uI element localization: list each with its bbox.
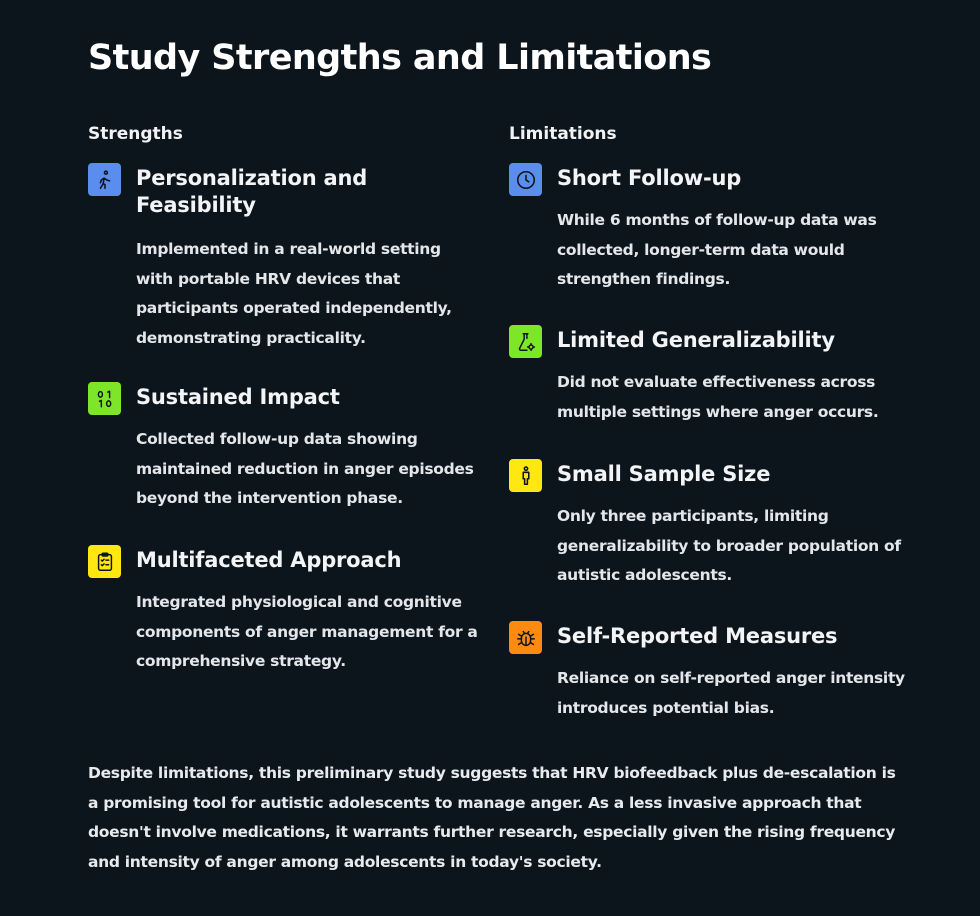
limitations-heading: Limitations — [509, 124, 617, 144]
clipboard-checklist-icon — [88, 545, 121, 578]
flask-gear-icon — [509, 325, 542, 358]
person-icon — [509, 459, 542, 492]
limitation-title: Short Follow-up — [557, 166, 742, 190]
limitation-description: Only three participants, limiting generalizability to broader population of autistic adolescents. — [557, 507, 901, 584]
clock-icon — [509, 163, 542, 196]
strengths-heading: Strengths — [88, 124, 183, 144]
strength-description: Implemented in a real-world setting with portable HRV devices that participants operated independently, demonstrating practicality. — [136, 240, 452, 347]
strength-description: Integrated physiological and cognitive components of anger management for a comprehensive strategy. — [136, 593, 478, 670]
conclusion-paragraph: Despite limitations, this preliminary study suggests that HRV biofeedback plus de-escalation is a promising tool for autistic adolescents to manage anger. As a less invasive approach that doesn't involve medications, it warrants further research, especially given the rising frequency and intensity of anger among adolescents in today's society. — [88, 764, 896, 871]
strength-title: Multifaceted Approach — [136, 548, 402, 572]
limitation-description: Did not evaluate effectiveness across multiple settings where anger occurs. — [557, 373, 879, 421]
limitations-column — [509, 124, 909, 717]
limitation-title: Self-Reported Measures — [557, 624, 838, 648]
page-title: Study Strengths and Limitations — [88, 38, 712, 78]
strength-description: Collected follow-up data showing maintained reduction in anger episodes beyond the intervention phase. — [136, 430, 474, 507]
strength-title: Personalization and Feasibility — [136, 166, 368, 217]
bug-icon — [509, 621, 542, 654]
limitation-description: While 6 months of follow-up data was collected, longer-term data would strengthen findings. — [557, 211, 877, 288]
limitation-title: Small Sample Size — [557, 462, 771, 486]
strength-title: Sustained Impact — [136, 385, 340, 409]
binary-icon — [88, 382, 121, 415]
limitation-description: Reliance on self-reported anger intensity introduces potential bias. — [557, 669, 905, 717]
strengths-column — [88, 124, 478, 670]
limitation-title: Limited Generalizability — [557, 328, 835, 352]
walking-person-icon — [88, 163, 121, 196]
